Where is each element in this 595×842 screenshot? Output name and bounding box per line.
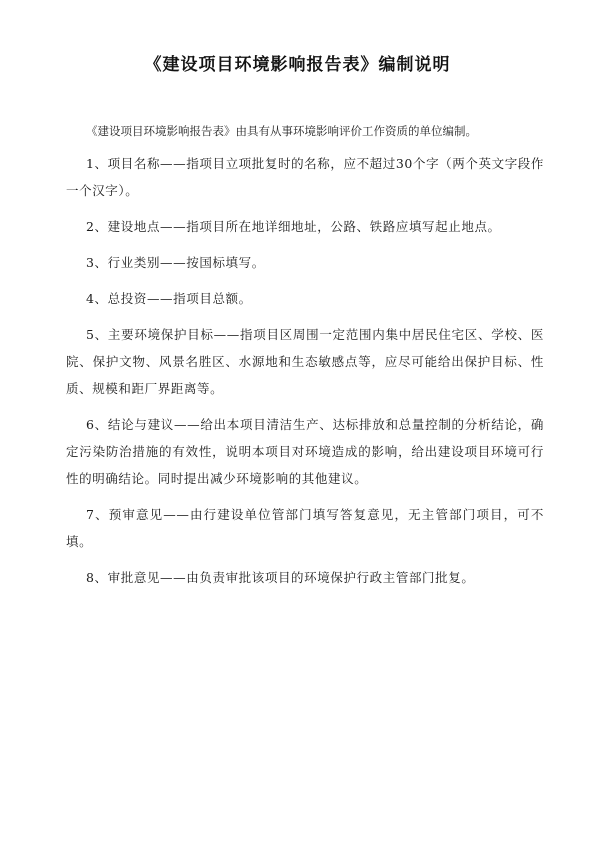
intro-paragraph: 《建设项目环境影响报告表》由具有从事环境影响评价工作资质的单位编制。 — [86, 124, 477, 138]
instruction-item-1: 1、项目名称——指项目立项批复时的名称，应不超过30个字（两个英文字段作一个汉字）。 — [66, 156, 544, 198]
instruction-item-2: 2、建设地点——指项目所在地详细地址，公路、铁路应填写起止地点。 — [86, 219, 501, 234]
instruction-item-6: 6、结论与建议——给出本项目清洁生产、达标排放和总量控制的分析结论，确定污染防治措施的有效性，说明本项目对环境造成的影响，给出建设项目环境可行性的明确结论。同时提出减少环境影响的其他建议。 — [66, 417, 544, 486]
instruction-item-7: 7、预审意见——由行建设单位管部门填写答复意见，无主管部门项目，可不填。 — [66, 507, 544, 549]
instruction-item-8: 8、审批意见——由负责审批该项目的环境保护行政主管部门批复。 — [86, 570, 475, 585]
instruction-item-5: 5、主要环境保护目标——指项目区周围一定范围内集中居民住宅区、学校、医院、保护文物、风景名胜区、水源地和生态敏感点等，应尽可能给出保护目标、性质、规模和距厂界距离等。 — [66, 327, 544, 396]
instruction-item-3: 3、行业类别——按国标填写。 — [86, 255, 265, 270]
document-title: 《建设项目环境影响报告表》编制说明 — [144, 55, 451, 75]
instruction-list — [66, 150, 544, 600]
instruction-item-4: 4、总投资——指项目总额。 — [86, 291, 252, 306]
